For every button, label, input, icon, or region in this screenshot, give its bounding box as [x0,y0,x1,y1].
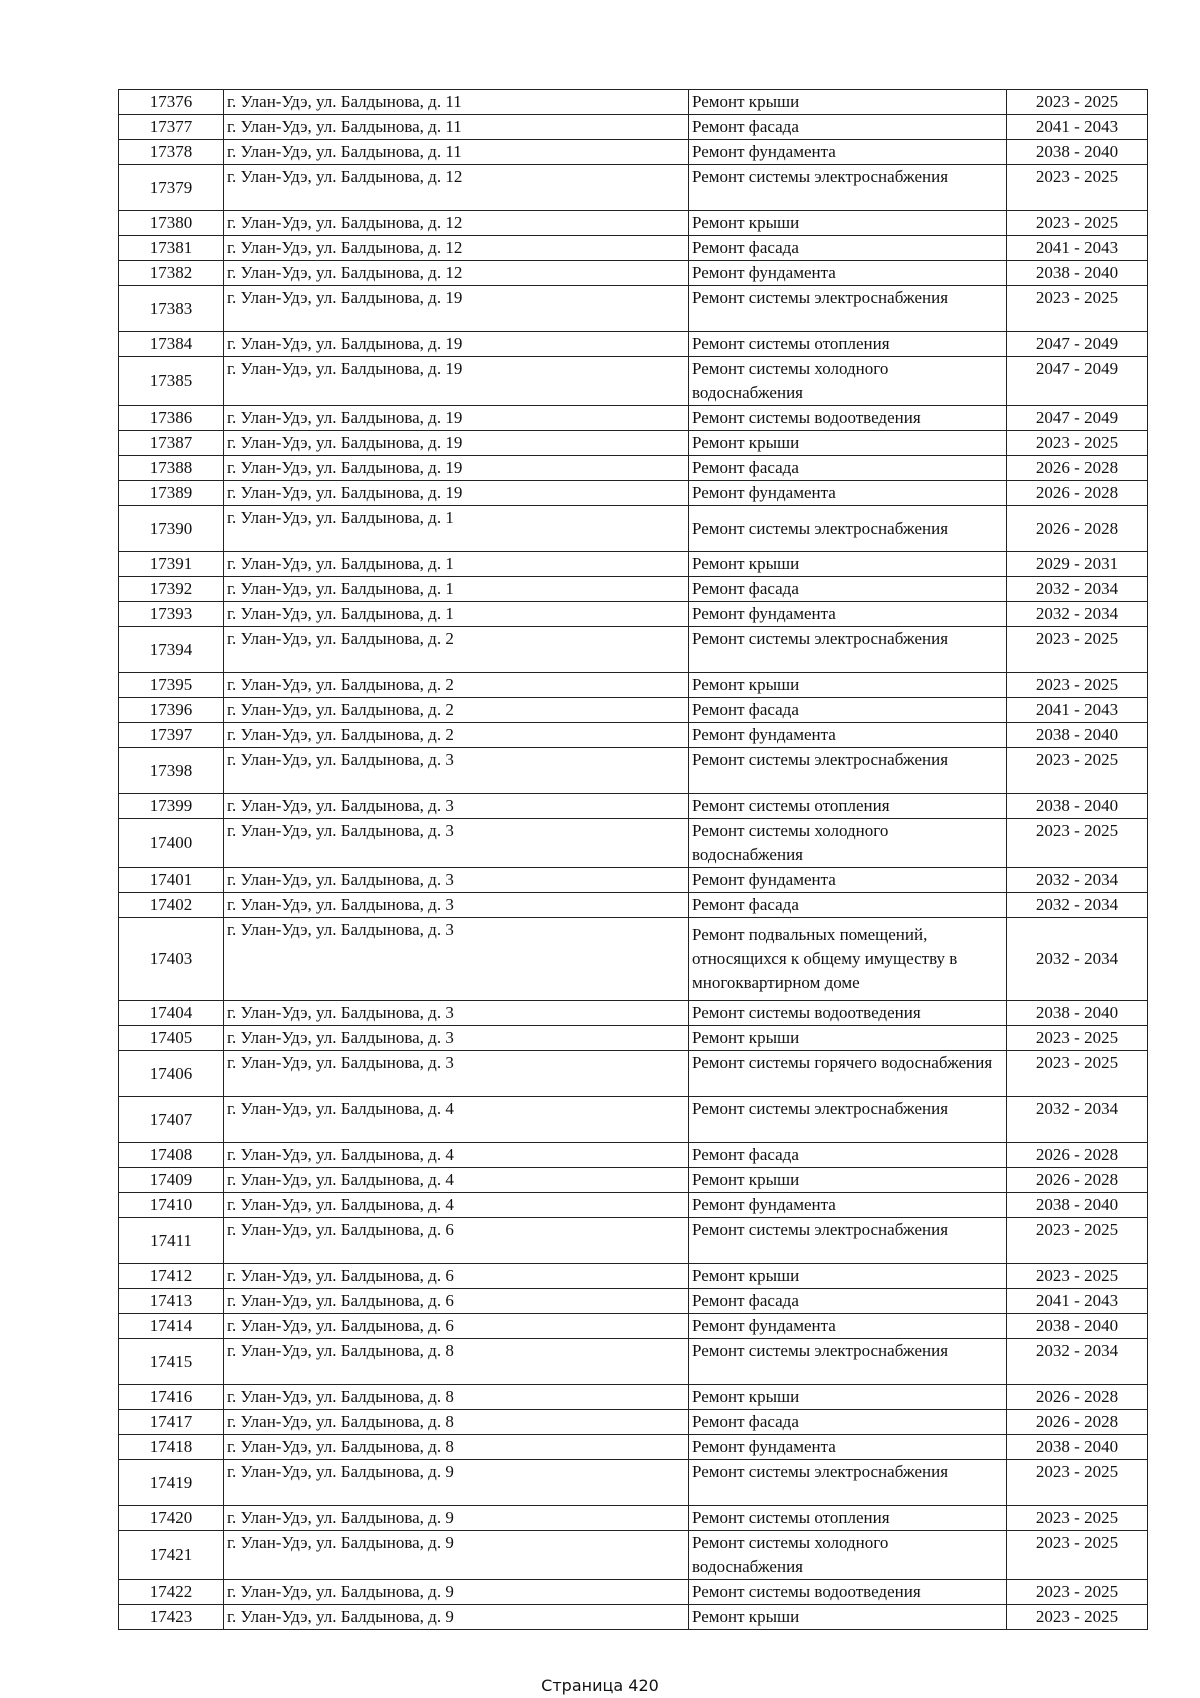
table-row [119,506,1148,552]
address-cell: г. Улан-Удэ, ул. Балдынова, д. 3 [224,1026,689,1051]
work-type-cell: Ремонт системы электроснабжения [689,506,1007,552]
row-number: 17390 [119,506,224,552]
row-number: 17384 [119,332,224,357]
period-cell: 2038 - 2040 [1007,1435,1148,1460]
row-number: 17419 [119,1460,224,1506]
page-number: Страница 420 [541,1676,659,1695]
period-cell: 2023 - 2025 [1007,1026,1148,1051]
work-type-cell: Ремонт фасада [689,893,1007,918]
period-cell: 2032 - 2034 [1007,893,1148,918]
address-cell: г. Улан-Удэ, ул. Балдынова, д. 3 [224,868,689,893]
period-cell: 2038 - 2040 [1007,723,1148,748]
work-type-cell: Ремонт фасада [689,577,1007,602]
work-type-cell: Ремонт фундамента [689,140,1007,165]
table-row [119,140,1148,165]
address-cell: г. Улан-Удэ, ул. Балдынова, д. 1 [224,552,689,577]
work-type-cell: Ремонт системы электроснабжения [689,1097,1007,1143]
repair-schedule-table [118,89,1148,1630]
table-row [119,1193,1148,1218]
table-row [119,211,1148,236]
table-row [119,115,1148,140]
period-cell: 2038 - 2040 [1007,1193,1148,1218]
table-row [119,332,1148,357]
period-cell: 2026 - 2028 [1007,1143,1148,1168]
work-type-cell: Ремонт фасада [689,236,1007,261]
table-row [119,602,1148,627]
period-cell: 2047 - 2049 [1007,357,1148,406]
work-type-cell: Ремонт системы электроснабжения [689,1460,1007,1506]
period-cell: 2041 - 2043 [1007,698,1148,723]
work-type-cell: Ремонт фундамента [689,1435,1007,1460]
address-cell: г. Улан-Удэ, ул. Балдынова, д. 11 [224,90,689,115]
work-type-cell: Ремонт крыши [689,90,1007,115]
address-cell: г. Улан-Удэ, ул. Балдынова, д. 3 [224,1051,689,1097]
row-number: 17397 [119,723,224,748]
row-number: 17423 [119,1605,224,1630]
table-row [119,286,1148,332]
table-row [119,1531,1148,1580]
work-type-cell: Ремонт системы холодного водоснабжения [689,819,1007,868]
table-row [119,868,1148,893]
table-row [119,1026,1148,1051]
work-type-cell: Ремонт фасада [689,1143,1007,1168]
period-cell: 2023 - 2025 [1007,1531,1148,1580]
row-number: 17376 [119,90,224,115]
row-number: 17412 [119,1264,224,1289]
row-number: 17415 [119,1339,224,1385]
work-type-cell: Ремонт системы водоотведения [689,1001,1007,1026]
work-type-cell: Ремонт фасада [689,1410,1007,1435]
row-number: 17400 [119,819,224,868]
row-number: 17387 [119,431,224,456]
row-number: 17411 [119,1218,224,1264]
row-number: 17422 [119,1580,224,1605]
period-cell: 2023 - 2025 [1007,286,1148,332]
period-cell: 2023 - 2025 [1007,165,1148,211]
table-row [119,456,1148,481]
address-cell: г. Улан-Удэ, ул. Балдынова, д. 3 [224,794,689,819]
period-cell: 2023 - 2025 [1007,1460,1148,1506]
period-cell: 2038 - 2040 [1007,1314,1148,1339]
address-cell: г. Улан-Удэ, ул. Балдынова, д. 8 [224,1435,689,1460]
row-number: 17391 [119,552,224,577]
address-cell: г. Улан-Удэ, ул. Балдынова, д. 1 [224,506,689,552]
period-cell: 2026 - 2028 [1007,506,1148,552]
work-type-cell: Ремонт фасада [689,1289,1007,1314]
address-cell: г. Улан-Удэ, ул. Балдынова, д. 4 [224,1097,689,1143]
table-row [119,1435,1148,1460]
table-row [119,1460,1148,1506]
period-cell: 2023 - 2025 [1007,1218,1148,1264]
row-number: 17382 [119,261,224,286]
work-type-cell: Ремонт крыши [689,431,1007,456]
period-cell: 2041 - 2043 [1007,236,1148,261]
period-cell: 2023 - 2025 [1007,1605,1148,1630]
table-row [119,698,1148,723]
table-row [119,90,1148,115]
table-row [119,893,1148,918]
address-cell: г. Улан-Удэ, ул. Балдынова, д. 3 [224,748,689,794]
row-number: 17403 [119,918,224,1001]
address-cell: г. Улан-Удэ, ул. Балдынова, д. 6 [224,1314,689,1339]
period-cell: 2023 - 2025 [1007,431,1148,456]
address-cell: г. Улан-Удэ, ул. Балдынова, д. 3 [224,893,689,918]
row-number: 17399 [119,794,224,819]
work-type-cell: Ремонт системы электроснабжения [689,165,1007,211]
address-cell: г. Улан-Удэ, ул. Балдынова, д. 12 [224,236,689,261]
table-row [119,673,1148,698]
period-cell: 2041 - 2043 [1007,1289,1148,1314]
work-type-cell: Ремонт фасада [689,115,1007,140]
address-cell: г. Улан-Удэ, ул. Балдынова, д. 3 [224,1001,689,1026]
address-cell: г. Улан-Удэ, ул. Балдынова, д. 3 [224,918,689,1001]
row-number: 17383 [119,286,224,332]
row-number: 17417 [119,1410,224,1435]
row-number: 17381 [119,236,224,261]
row-number: 17414 [119,1314,224,1339]
period-cell: 2023 - 2025 [1007,1051,1148,1097]
address-cell: г. Улан-Удэ, ул. Балдынова, д. 9 [224,1605,689,1630]
address-cell: г. Улан-Удэ, ул. Балдынова, д. 2 [224,723,689,748]
period-cell: 2026 - 2028 [1007,1168,1148,1193]
period-cell: 2032 - 2034 [1007,1097,1148,1143]
address-cell: г. Улан-Удэ, ул. Балдынова, д. 6 [224,1264,689,1289]
row-number: 17396 [119,698,224,723]
row-number: 17409 [119,1168,224,1193]
table-row [119,918,1148,1001]
address-cell: г. Улан-Удэ, ул. Балдынова, д. 4 [224,1193,689,1218]
period-cell: 2026 - 2028 [1007,1385,1148,1410]
address-cell: г. Улан-Удэ, ул. Балдынова, д. 12 [224,211,689,236]
work-type-cell: Ремонт крыши [689,211,1007,236]
table-row [119,552,1148,577]
table-row [119,1314,1148,1339]
row-number: 17393 [119,602,224,627]
address-cell: г. Улан-Удэ, ул. Балдынова, д. 3 [224,819,689,868]
address-cell: г. Улан-Удэ, ул. Балдынова, д. 2 [224,698,689,723]
table-row [119,481,1148,506]
table-row [119,236,1148,261]
row-number: 17405 [119,1026,224,1051]
period-cell: 2023 - 2025 [1007,748,1148,794]
period-cell: 2032 - 2034 [1007,602,1148,627]
table-row [119,261,1148,286]
table-row [119,1001,1148,1026]
work-type-cell: Ремонт системы электроснабжения [689,286,1007,332]
table-row [119,431,1148,456]
table-row [119,1168,1148,1193]
address-cell: г. Улан-Удэ, ул. Балдынова, д. 2 [224,627,689,673]
table-row [119,819,1148,868]
work-type-cell: Ремонт системы отопления [689,332,1007,357]
table-row [119,1506,1148,1531]
row-number: 17402 [119,893,224,918]
address-cell: г. Улан-Удэ, ул. Балдынова, д. 19 [224,332,689,357]
period-cell: 2023 - 2025 [1007,90,1148,115]
period-cell: 2026 - 2028 [1007,481,1148,506]
row-number: 17407 [119,1097,224,1143]
period-cell: 2026 - 2028 [1007,1410,1148,1435]
row-number: 17420 [119,1506,224,1531]
work-type-cell: Ремонт системы водоотведения [689,1580,1007,1605]
address-cell: г. Улан-Удэ, ул. Балдынова, д. 4 [224,1143,689,1168]
row-number: 17410 [119,1193,224,1218]
address-cell: г. Улан-Удэ, ул. Балдынова, д. 8 [224,1385,689,1410]
table-row [119,577,1148,602]
row-number: 17380 [119,211,224,236]
work-type-cell: Ремонт системы холодного водоснабжения [689,1531,1007,1580]
work-type-cell: Ремонт системы отопления [689,794,1007,819]
period-cell: 2032 - 2034 [1007,868,1148,893]
address-cell: г. Улан-Удэ, ул. Балдынова, д. 12 [224,261,689,286]
address-cell: г. Улан-Удэ, ул. Балдынова, д. 19 [224,481,689,506]
work-type-cell: Ремонт фундамента [689,1314,1007,1339]
row-number: 17395 [119,673,224,698]
row-number: 17392 [119,577,224,602]
work-type-cell: Ремонт крыши [689,1264,1007,1289]
row-number: 17416 [119,1385,224,1410]
period-cell: 2023 - 2025 [1007,1264,1148,1289]
work-type-cell: Ремонт системы электроснабжения [689,748,1007,794]
period-cell: 2038 - 2040 [1007,261,1148,286]
period-cell: 2041 - 2043 [1007,115,1148,140]
row-number: 17404 [119,1001,224,1026]
period-cell: 2023 - 2025 [1007,819,1148,868]
work-type-cell: Ремонт фундамента [689,868,1007,893]
period-cell: 2023 - 2025 [1007,673,1148,698]
period-cell: 2032 - 2034 [1007,918,1148,1001]
table-row [119,723,1148,748]
table-row [119,1410,1148,1435]
address-cell: г. Улан-Удэ, ул. Балдынова, д. 19 [224,406,689,431]
period-cell: 2047 - 2049 [1007,332,1148,357]
table-row [119,406,1148,431]
table-row [119,1289,1148,1314]
address-cell: г. Улан-Удэ, ул. Балдынова, д. 19 [224,286,689,332]
work-type-cell: Ремонт фундамента [689,261,1007,286]
work-type-cell: Ремонт системы электроснабжения [689,627,1007,673]
work-type-cell: Ремонт крыши [689,1605,1007,1630]
row-number: 17398 [119,748,224,794]
address-cell: г. Улан-Удэ, ул. Балдынова, д. 4 [224,1168,689,1193]
row-number: 17379 [119,165,224,211]
work-type-cell: Ремонт крыши [689,1168,1007,1193]
table-row [119,627,1148,673]
address-cell: г. Улан-Удэ, ул. Балдынова, д. 19 [224,357,689,406]
work-type-cell: Ремонт системы электроснабжения [689,1339,1007,1385]
work-type-cell: Ремонт системы горячего водоснабжения [689,1051,1007,1097]
period-cell: 2023 - 2025 [1007,627,1148,673]
row-number: 17378 [119,140,224,165]
work-type-cell: Ремонт крыши [689,1026,1007,1051]
row-number: 17418 [119,1435,224,1460]
address-cell: г. Улан-Удэ, ул. Балдынова, д. 9 [224,1506,689,1531]
row-number: 17389 [119,481,224,506]
row-number: 17406 [119,1051,224,1097]
table-row [119,748,1148,794]
work-type-cell: Ремонт системы холодного водоснабжения [689,357,1007,406]
work-type-cell: Ремонт системы водоотведения [689,406,1007,431]
address-cell: г. Улан-Удэ, ул. Балдынова, д. 9 [224,1531,689,1580]
period-cell: 2032 - 2034 [1007,1339,1148,1385]
address-cell: г. Улан-Удэ, ул. Балдынова, д. 12 [224,165,689,211]
address-cell: г. Улан-Удэ, ул. Балдынова, д. 9 [224,1460,689,1506]
row-number: 17377 [119,115,224,140]
period-cell: 2038 - 2040 [1007,1001,1148,1026]
period-cell: 2023 - 2025 [1007,1580,1148,1605]
work-type-cell: Ремонт крыши [689,673,1007,698]
address-cell: г. Улан-Удэ, ул. Балдынова, д. 6 [224,1289,689,1314]
row-number: 17413 [119,1289,224,1314]
work-type-cell: Ремонт фундамента [689,723,1007,748]
row-number: 17401 [119,868,224,893]
address-cell: г. Улан-Удэ, ул. Балдынова, д. 8 [224,1410,689,1435]
work-type-cell: Ремонт крыши [689,1385,1007,1410]
table-row [119,1218,1148,1264]
period-cell: 2029 - 2031 [1007,552,1148,577]
table-row [119,1051,1148,1097]
table-row [119,165,1148,211]
table-row [119,1097,1148,1143]
table-row [119,1143,1148,1168]
row-number: 17386 [119,406,224,431]
work-type-cell: Ремонт фундамента [689,481,1007,506]
row-number: 17421 [119,1531,224,1580]
address-cell: г. Улан-Удэ, ул. Балдынова, д. 8 [224,1339,689,1385]
work-type-cell: Ремонт фундамента [689,1193,1007,1218]
row-number: 17388 [119,456,224,481]
row-number: 17408 [119,1143,224,1168]
period-cell: 2038 - 2040 [1007,140,1148,165]
address-cell: г. Улан-Удэ, ул. Балдынова, д. 1 [224,577,689,602]
period-cell: 2023 - 2025 [1007,1506,1148,1531]
table-row [119,1580,1148,1605]
table-row [119,794,1148,819]
row-number: 17394 [119,627,224,673]
table-row [119,357,1148,406]
row-number: 17385 [119,357,224,406]
work-type-cell: Ремонт системы отопления [689,1506,1007,1531]
work-type-cell: Ремонт фасада [689,456,1007,481]
work-type-cell: Ремонт подвальных помещений, относящихся к общему имуществу в многоквартирном доме [689,918,1007,1001]
period-cell: 2026 - 2028 [1007,456,1148,481]
address-cell: г. Улан-Удэ, ул. Балдынова, д. 11 [224,140,689,165]
period-cell: 2038 - 2040 [1007,794,1148,819]
table-row [119,1264,1148,1289]
table-row [119,1339,1148,1385]
work-type-cell: Ремонт системы электроснабжения [689,1218,1007,1264]
table-row [119,1605,1148,1630]
period-cell: 2032 - 2034 [1007,577,1148,602]
address-cell: г. Улан-Удэ, ул. Балдынова, д. 1 [224,602,689,627]
table-row [119,1385,1148,1410]
work-type-cell: Ремонт фундамента [689,602,1007,627]
work-type-cell: Ремонт крыши [689,552,1007,577]
period-cell: 2023 - 2025 [1007,211,1148,236]
period-cell: 2047 - 2049 [1007,406,1148,431]
address-cell: г. Улан-Удэ, ул. Балдынова, д. 2 [224,673,689,698]
address-cell: г. Улан-Удэ, ул. Балдынова, д. 9 [224,1580,689,1605]
table-body [119,90,1148,1630]
address-cell: г. Улан-Удэ, ул. Балдынова, д. 19 [224,431,689,456]
work-type-cell: Ремонт фасада [689,698,1007,723]
address-cell: г. Улан-Удэ, ул. Балдынова, д. 19 [224,456,689,481]
address-cell: г. Улан-Удэ, ул. Балдынова, д. 11 [224,115,689,140]
address-cell: г. Улан-Удэ, ул. Балдынова, д. 6 [224,1218,689,1264]
